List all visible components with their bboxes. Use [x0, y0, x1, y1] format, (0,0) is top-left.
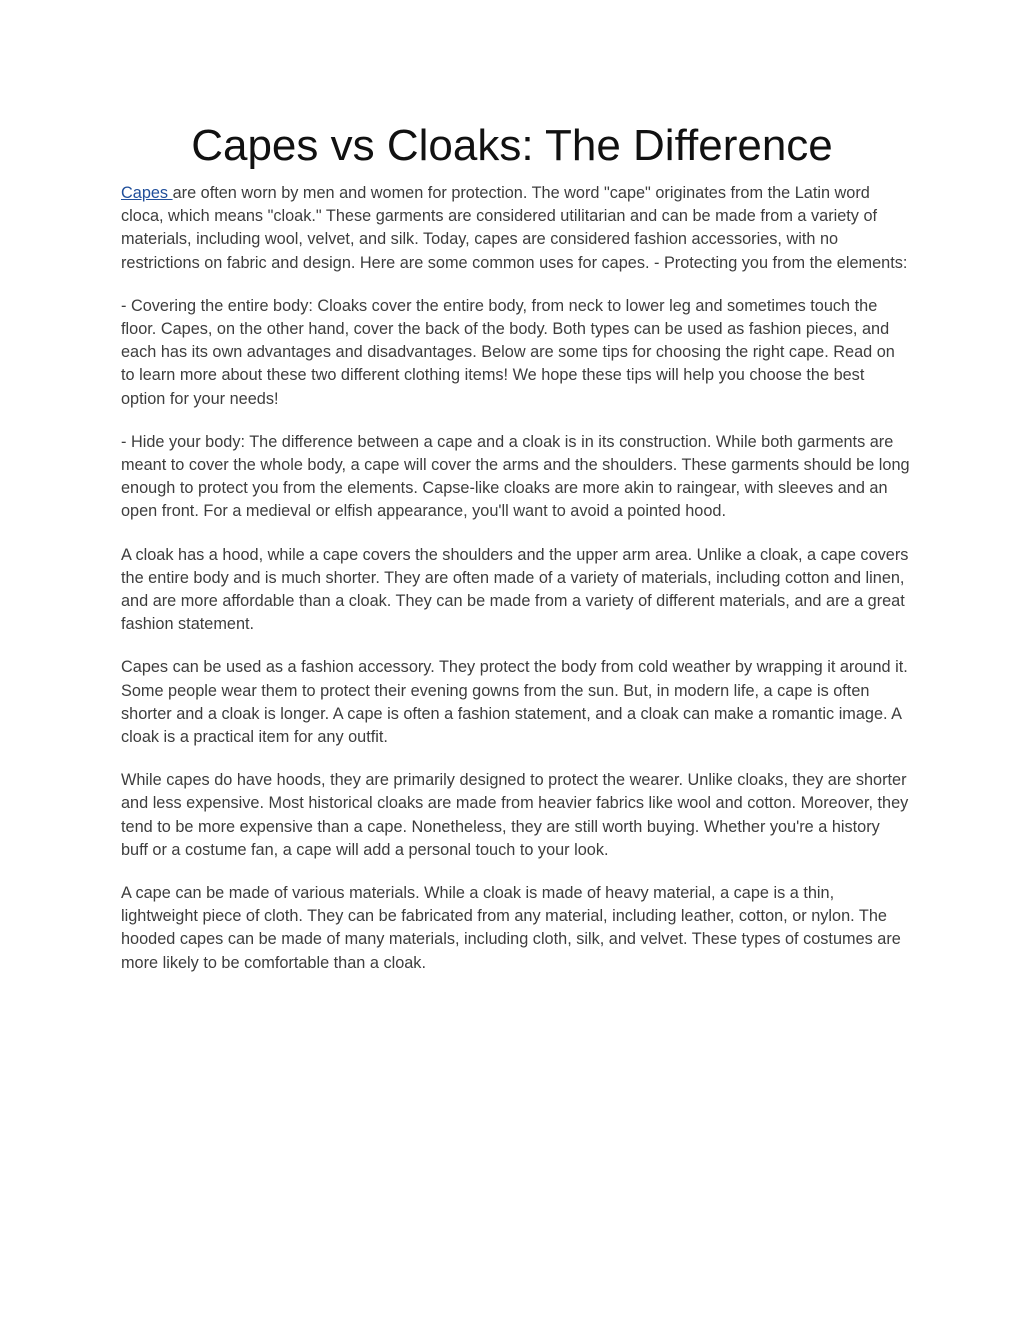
capes-link[interactable]: Capes	[121, 184, 173, 202]
paragraph-1	[121, 182, 911, 275]
paragraph-3: - Hide your body: The difference between a cape and a cloak is in its construction. While both garments are meant to cover the whole body, a cape will cover the arms and the shoulders. These garments should be long enough to protect you from the elements. Capse-like cloaks are more akin to raingear, with sleeves and an open front. For a medieval or elfish appearance, you'll want to avoid a pointed hood.	[121, 432, 910, 521]
article-body	[121, 182, 911, 995]
page-title: Capes vs Cloaks: The Difference	[191, 121, 833, 170]
paragraph-7: A cape can be made of various materials. While a cloak is made of heavy material, a cape is a thin, lightweight piece of cloth. They can be fabricated from any material, including leather, cotton, or nylon. The hooded capes can be made of many materials, including cloth, silk, and velvet. These types of costumes are more likely to be comfortable than a cloak.	[121, 884, 901, 972]
paragraph-2: - Covering the entire body: Cloaks cover the entire body, from neck to lower leg and sometimes touch the floor. Capes, on the other hand, cover the back of the body. Both types can be used as fashion pieces, and each has its own advantages and disadvantages. Below are some tips for choosing the right cape. Read on to learn more about these two different clothing items! We hope these tips will help you choose the best option for your needs!	[121, 296, 895, 408]
paragraph-4: A cloak has a hood, while a cape covers the shoulders and the upper arm area. Unlike a cloak, a cape covers the entire body and is much shorter. They are often made of a variety of materials, including cotton and linen, and are more affordable than a cloak. They can be made from a variety of different materials, and are a great fashion statement.	[121, 545, 909, 634]
paragraph-1-text: are often worn by men and women for protection. The word "cape" originates from the Latin word cloca, which means "cloak." These garments are considered utilitarian and can be made from a variety of materials, including wool, velvet, and silk. Today, capes are considered fashion accessories, with no restrictions on fabric and design. Here are some common uses for capes. - Protecting you from the elements:	[121, 184, 908, 272]
paragraph-5: Capes can be used as a fashion accessory. They protect the body from cold weather by wrapping it around it. Some people wear them to protect their evening gowns from the sun. But, in modern life, a cape is often shorter and a cloak is longer. A cape is often a fashion statement, and a cloak can make a romantic image. A cloak is a practical item for any outfit.	[121, 658, 908, 747]
paragraph-6: While capes do have hoods, they are primarily designed to protect the wearer. Unlike cloaks, they are shorter and less expensive. Most historical cloaks are made from heavier fabrics like wool and cotton. Moreover, they tend to be more expensive than a cape. Nonetheless, they are still worth buying. Whether you're a history buff or a costume fan, a cape will add a personal touch to your look.	[121, 771, 909, 859]
